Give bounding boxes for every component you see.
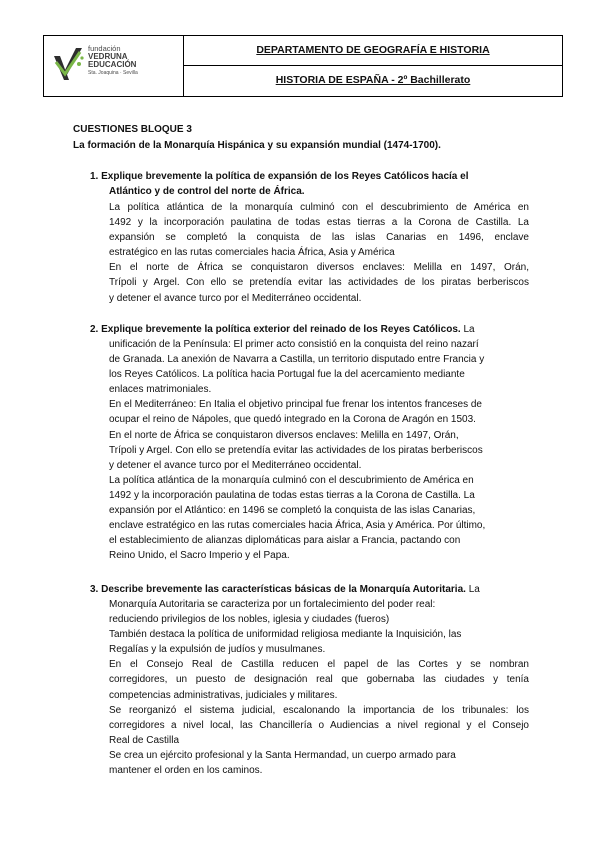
q2-line-12: expansión por el Atlántico: en 1496 se completó la conquista de las islas Canarias,: [109, 505, 476, 517]
logo-line-2: VEDRUNA: [88, 52, 128, 62]
vedruna-logo-icon: [52, 44, 86, 86]
q3-line-12: mantener el orden en los caminos.: [109, 765, 263, 777]
q2-line-3: los Reyes Católicos. La política hacia Portugal fue la del acercamiento mediante: [109, 369, 465, 381]
q2-line-4: enlaces matrimoniales.: [109, 384, 212, 396]
question-3-title: [90, 582, 530, 597]
document-header: [43, 35, 563, 97]
q1-line-6: Trípoli y Argel. Con ello se pretendía evitar las actividades de los piratas berberiscos: [109, 277, 529, 289]
question-1-answer: [109, 200, 529, 306]
department-title: DEPARTAMENTO DE GEOGRAFÍA E HISTORIA: [256, 44, 490, 56]
q3-line-8: Se reorganizó el sistema judicial, escalonando la importancia de los tribunales: los: [109, 704, 529, 716]
q3-line-10: Real de Castilla: [109, 734, 180, 746]
logo: [44, 36, 184, 96]
q1-line-4: estratégico en las rutas comerciales hacia África, Asia y América: [109, 247, 395, 259]
question-1-title-line-2: Atlántico y de control del norte de África.: [109, 186, 305, 197]
q2-line-9: y detener el avance turco por el Mediterráneo occidental.: [109, 459, 362, 471]
q3-line-2: reduciendo privilegios de los nobles, iglesia y ciudades (fueros): [109, 614, 390, 626]
q3-line-5: En el Consejo Real de Castilla reducen el papel de las Cortes y se nombran: [109, 659, 529, 671]
q2-line-13: enclave estratégico en las rutas comerciales hacia África, Asia y América. Por último,: [109, 520, 486, 532]
logo-line-1: fundación: [88, 44, 121, 53]
q2-line-14: el establecimiento de alianzas diplomáticas para aislar a Francia, pactando con: [109, 535, 461, 547]
logo-text: [88, 45, 138, 76]
q3-line-9: corregidores a nivel local, las Chancillería o Audiencias a nivel regional y el Consejo: [109, 719, 529, 731]
q1-line-3: expansión se completó la conquista de las islas Canarias en 1496, enclave: [109, 232, 529, 244]
block-title: CUESTIONES BLOQUE 3: [73, 124, 192, 135]
q2-line-15: Reino Unido, el Sacro Imperio y el Papa.: [109, 550, 290, 562]
question-2-answer: [109, 337, 529, 563]
department-cell: [184, 36, 562, 66]
q2-line-10: La política atlántica de la monarquía culminó con el descubrimiento de América en: [109, 474, 474, 486]
subject-cell: [184, 66, 562, 96]
logo-line-3: EDUCACIÓN: [88, 60, 137, 70]
logo-line-4: Sta. Joaquina · Sevilla: [88, 69, 138, 76]
q1-line-7: y detener el avance turco por el Mediterráneo occidental.: [109, 292, 362, 304]
q3-line-7: competencias administrativas, judiciales y militares.: [109, 689, 338, 701]
q1-line-5: En el norte de África se conquistaron diversos enclaves: Melilla en 1497, Orán,: [109, 262, 529, 274]
q3-justified-block: [109, 657, 529, 732]
topic-title: La formación de la Monarquía Hispánica y su expansión mundial (1474-1700).: [73, 140, 441, 151]
q3-line-4: Regalías y la expulsión de judíos y musulmanes.: [109, 644, 326, 656]
q2-line-7: En el norte de África se conquistaron diversos enclaves: Melilla en 1497, Orán,: [109, 429, 459, 441]
question-1-title-line-1: 1. Explique brevemente la política de expansión de los Reyes Católicos hacía el: [90, 171, 469, 182]
q2-line-2: de Granada. La anexión de Navarra a Castilla, un territorio disputado entre Francia y: [109, 354, 485, 366]
q2-line-5: En el Mediterráneo: En Italia el objetivo principal fue frenar los intentos franceses de: [109, 399, 482, 411]
q2-line-11: 1492 y la incorporación paulatina de todas estas tierras a la Corona de Castilla. La: [109, 489, 475, 501]
q3-line-1: Monarquía Autoritaria se caracteriza por un fortalecimiento del poder real:: [109, 599, 436, 610]
q2-line-8: Trípoli y Argel. Con ello se pretendía evitar las actividades de los piratas berberiscos: [109, 444, 483, 456]
question-3-title-rest: La: [468, 584, 480, 595]
q3-line-11: Se crea un ejército profesional y la Santa Hermandad, un cuerpo armado para: [109, 749, 456, 761]
question-1-title: [90, 169, 530, 199]
question-3-title-text: 3. Describe brevemente las características básicas de la Monarquía Autoritaria.: [90, 584, 466, 595]
question-3-answer: [109, 597, 529, 778]
q2-line-1: unificación de la Península: El primer acto consistió en la conquista del reino nazarí: [109, 339, 479, 350]
q1-line-2: 1492 y la incorporación paulatina de todas estas tierras a la Corona de Castilla. La: [109, 217, 529, 229]
q1-line-1: La política atlántica de la monarquía culminó con el descubrimiento de América en: [109, 202, 529, 213]
q2-line-6: ocupar el reino de Nápoles, que quedó integrado en la Corona de Aragón en 1503.: [109, 414, 476, 426]
question-2-title: [90, 322, 530, 337]
q3-line-6: corregidores, un puesto de designación real que gobernaba las ciudades y tenía: [109, 674, 529, 686]
question-2-title-rest: La: [463, 324, 475, 335]
subject-title: HISTORIA DE ESPAÑA - 2º Bachillerato: [275, 74, 471, 86]
question-2-title-text: 2. Explique brevemente la política exterior del reinado de los Reyes Católicos.: [90, 324, 461, 335]
q3-line-3: También destaca la política de uniformidad religiosa mediante la Inquisición, las: [109, 629, 462, 641]
